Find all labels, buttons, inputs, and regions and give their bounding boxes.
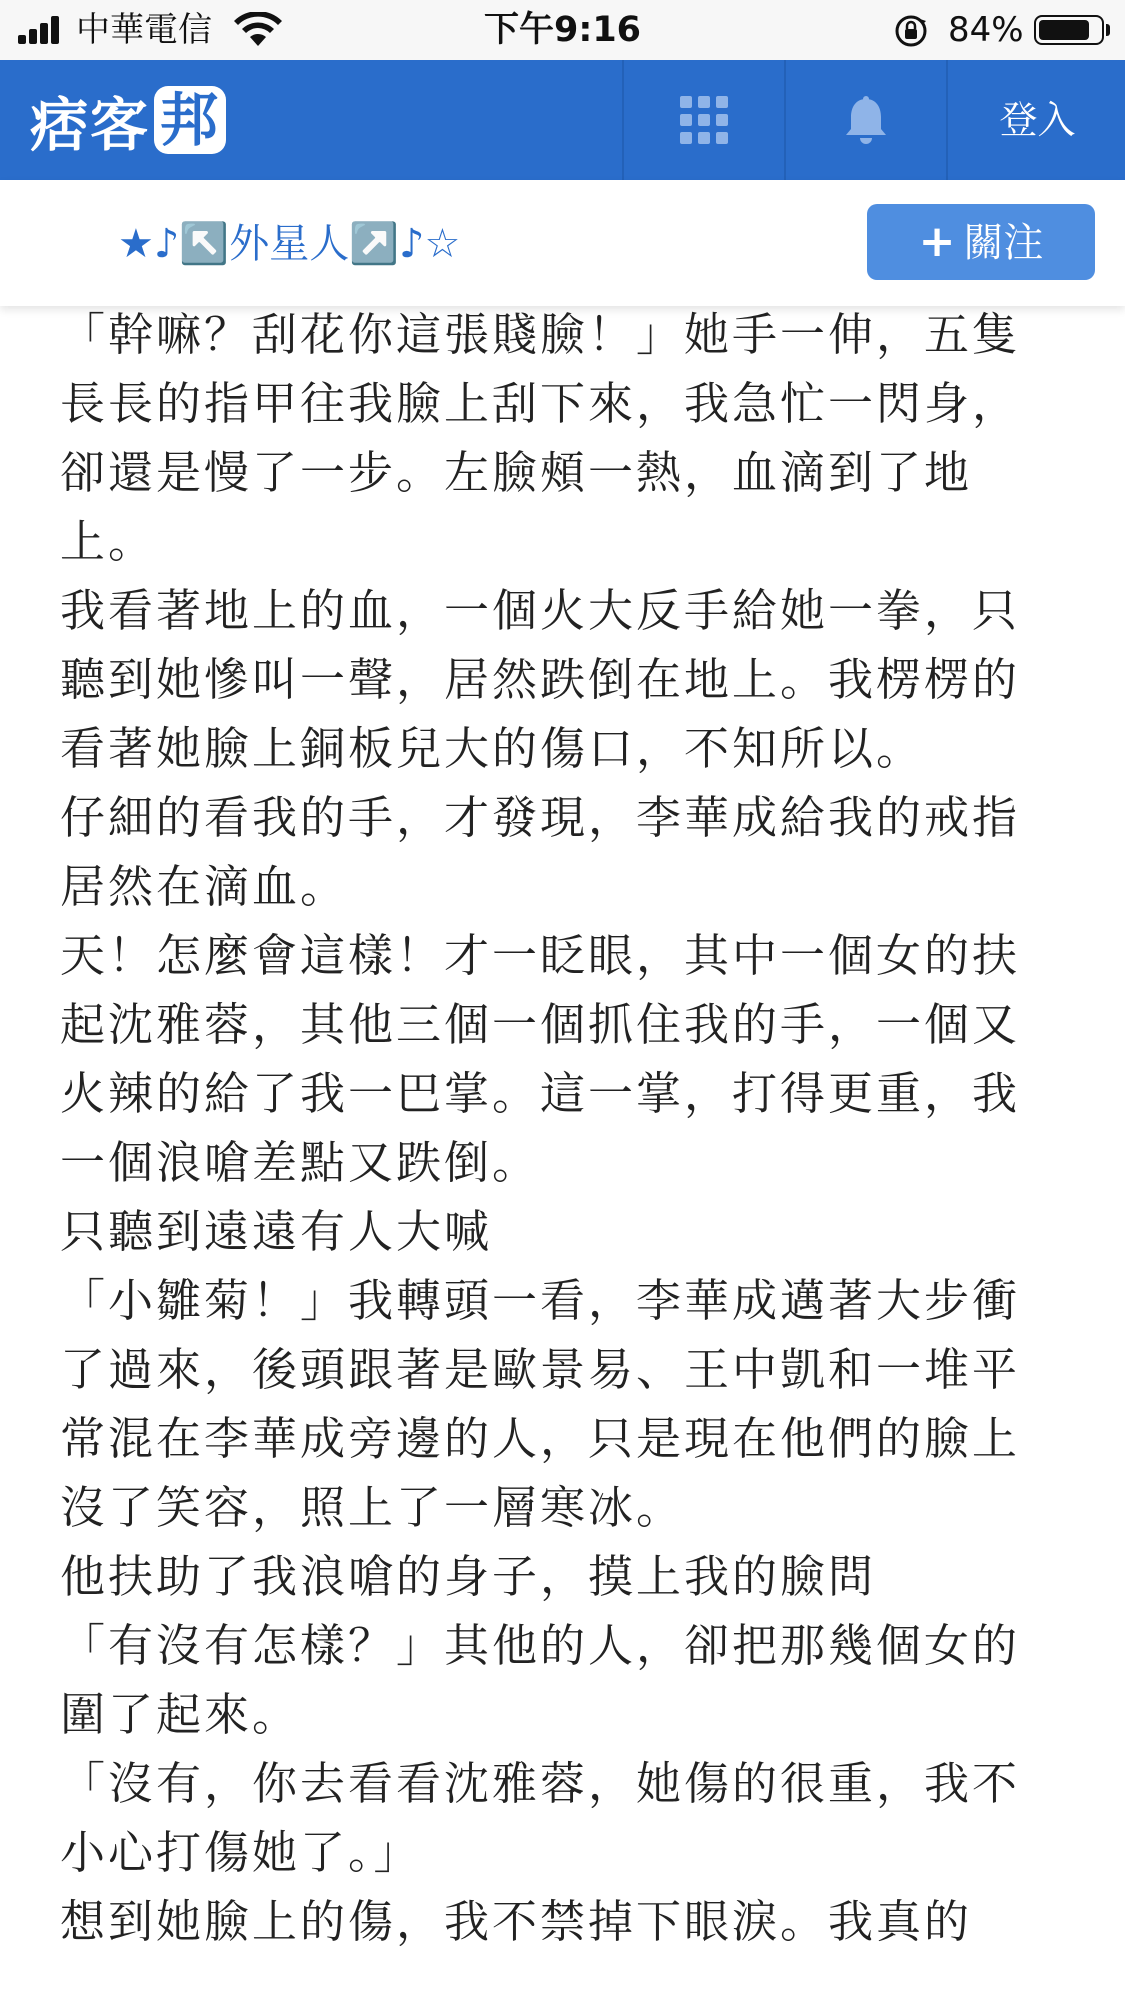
carrier-name: 中華電信 [76, 10, 212, 50]
article-paragraph: 「沒有，你去看看沈雅蓉，她傷的很重，我不小心打傷她了。」 [60, 1757, 1021, 1879]
author-name-link[interactable]: ★♪↖️外星人↗️♪☆ [118, 221, 461, 267]
login-label: 登入 [999, 98, 1076, 142]
apps-button[interactable] [622, 60, 784, 180]
status-bar [0, 0, 1125, 60]
article-paragraph: 仔細的看我的手，才發現，李華成給我的戒指居然在滴血。 [60, 791, 1021, 913]
notifications-button[interactable] [784, 60, 946, 180]
bell-icon [839, 93, 893, 147]
status-time: 下午9:16 [483, 10, 642, 50]
follow-label: 關注 [963, 220, 1044, 266]
article-paragraph: 「有沒有怎樣？」其他的人，卻把那幾個女的圍了起來。 [60, 1619, 1021, 1741]
app-header [0, 60, 1125, 180]
battery-level-fill [1039, 20, 1089, 40]
article-paragraph: 他扶助了我浪嗆的身子，摸上我的臉問 [60, 1550, 877, 1603]
battery-cap [1106, 24, 1110, 36]
article-paragraph: 「幹嘛？刮花你這張賤臉！」她手一伸，五隻長長的指甲往我臉上刮下來，我急忙一閃身，卻還是慢了一步。左臉頰一熱，血滴到了地上。 [60, 308, 1021, 568]
plus-icon: + [918, 216, 956, 267]
article-paragraph: 天！怎麼會這樣！才一眨眼，其中一個女的扶起沈雅蓉，其他三個一個抓住我的手，一個又火辣的給了我一巴掌。這一掌，打得更重，我一個浪嗆差點又跌倒。 [60, 929, 1021, 1189]
rotation-lock-icon [893, 13, 929, 49]
follow-button[interactable] [867, 204, 1095, 280]
author-bar [0, 180, 1125, 306]
battery-icon [1034, 15, 1104, 45]
logo-text: 痞客 [30, 91, 151, 159]
apps-grid-icon [680, 96, 728, 144]
pixnet-logo[interactable] [30, 82, 226, 158]
login-button[interactable] [946, 60, 1125, 180]
article-body [60, 300, 1020, 1956]
article-paragraph: 我看著地上的血，一個火大反手給她一拳，只聽到她慘叫一聲，居然跌倒在地上。我楞楞的看著她臉上銅板兒大的傷口，不知所以。 [60, 584, 1021, 775]
article-paragraph: 只聽到遠遠有人大喊 [60, 1205, 493, 1258]
battery-percent: 84% [948, 10, 1024, 50]
article-paragraph: 想到她臉上的傷，我不禁掉下眼淚。我真的 [60, 1895, 973, 1948]
logo-bubble-text: 邦 [154, 86, 226, 154]
article-paragraph: 「小雛菊！」我轉頭一看，李華成邁著大步衝了過來，後頭跟著是歐景易、王中凱和一堆平常混在李華成旁邊的人，只是現在他們的臉上沒了笑容，照上了一層寒冰。 [60, 1274, 1021, 1534]
